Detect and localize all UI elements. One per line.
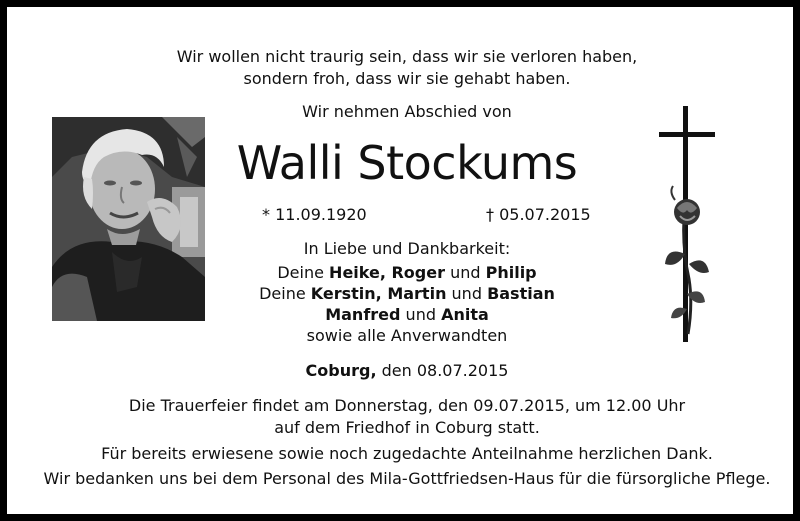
mourners-line-1-names: Heike, Roger — [329, 263, 445, 282]
notice-date: den 08.07.2015 — [376, 361, 509, 380]
funeral-line-2: auf dem Friedhof in Coburg statt. — [274, 418, 540, 437]
funeral-line-1: Die Trauerfeier findet am Donnerstag, den 09.07.2015, um 12.00 Uhr — [128, 396, 686, 415]
mourners-line-2-names: Kerstin, Martin — [310, 284, 447, 303]
motto-line-2: sondern froh, dass wir sie gehabt haben. — [243, 69, 571, 88]
mourners-line-1-prefix: Deine — [277, 263, 330, 282]
portrait-photo — [52, 117, 205, 321]
thanks-line-1: Für bereits erwiesene sowie noch zugedachte Anteilnahme herzlichen Dank. — [101, 444, 713, 463]
mourners-line-3-name-2: Anita — [441, 305, 489, 324]
death-date: † 05.07.2015 — [486, 205, 591, 224]
place-date — [7, 361, 800, 381]
mourners-line-2-name-2: Bastian — [487, 284, 555, 303]
cross-with-rose-icon — [655, 104, 719, 344]
mourners-line-3-name-1: Manfred — [325, 305, 401, 324]
intro-text: Wir nehmen Abschied von — [302, 102, 512, 121]
mourners-line-1-name-2: Philip — [485, 263, 537, 282]
mourners-line-4: sowie alle Anverwandten — [306, 326, 508, 345]
thanks-line-2: Wir bedanken uns bei dem Personal des Mila-Gottfriedsen-Haus für die fürsorgliche Pflege. — [43, 469, 771, 488]
mourners-line-2-and: und — [446, 284, 488, 303]
motto-line-1: Wir wollen nicht traurig sein, dass wir sie verloren haben, — [176, 47, 638, 66]
mourners-line-1-and: und — [445, 263, 486, 282]
mourners-line-2-prefix: Deine — [259, 284, 311, 303]
mourners-heading: In Liebe und Dankbarkeit: — [303, 239, 511, 258]
place: Coburg, — [305, 361, 377, 380]
birth-date: * 11.09.1920 — [262, 205, 367, 224]
mourners-line-3-and: und — [400, 305, 442, 324]
deceased-name: Walli Stockums — [236, 136, 578, 190]
